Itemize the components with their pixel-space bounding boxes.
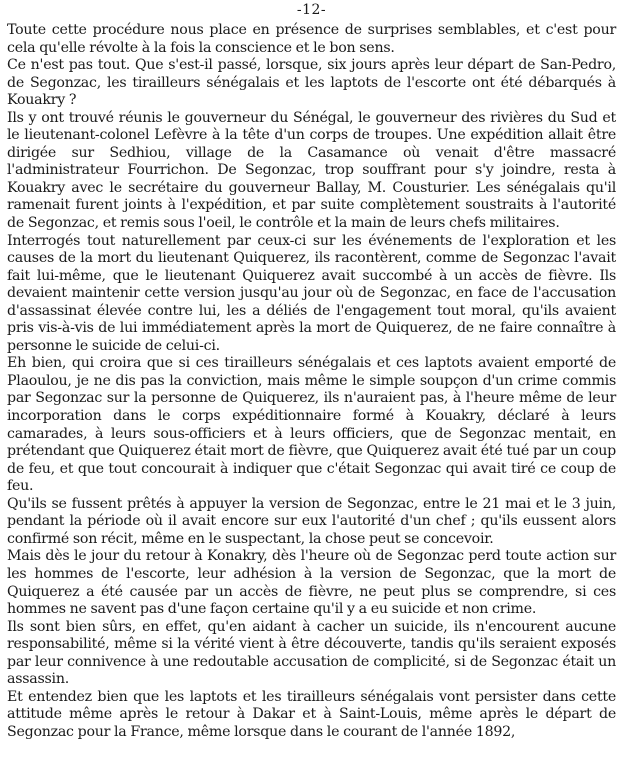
paragraph: Interrogés tout naturellement par ceux-ci sur les événements de l'exploration et les causes de la mort du lieutenant Quiquerez, ils racontèrent, comme de Segonzac l'avait fait lui-même, que le lieutenant Quiquerez avait succombé à un accès de fièvre. Ils devaient maintenir cette version jusqu'au jour où de Segonzac, en face de l'accusation d'assassinat élevée contre lui, les a déliés de l'engagement tout moral, qu'ils avaient pris vis-à-vis de lui immédiatement après la mort de Quiquerez, de ne faire connaître à personne le suicide de celui-ci. <box>7 232 616 354</box>
document-page <box>7 0 616 741</box>
paragraph: Toute cette procédure nous place en présence de surprises semblables, et c'est pour cela qu'elle révolte à la fois la conscience et le bon sens. <box>7 22 616 56</box>
paragraph: Eh bien, qui croira que si ces tirailleurs sénégalais et ces laptots avaient emporté de Plaoulou, je ne dis pas la conviction, mais même le simple soupçon d'un crime commis par Segonzac sur la personne de Quiquerez, ils n'auraient pas, à l'heure même de leur incorporation dans le corps expéditionnaire formé à Kouakry, déclaré à leurs camarades, à leurs sous-officiers et à leurs officiers, que de Segonzac mentait, en prétendant que Quiquerez était mort de fièvre, que Quiquerez avait été tué par un coup de feu, et que tout concourait à indiquer que c'était Segonzac qui avait tiré ce coup de feu. <box>7 355 616 495</box>
paragraph: Qu'ils se fussent prêtés à appuyer la version de Segonzac, entre le 21 mai et le 3 juin, pendant la période où il avait encore sur eux l'autorité d'un chef ; qu'ils eussent alors confirmé son récit, même en le suspectant, la chose peut se concevoir. <box>7 495 616 547</box>
paragraph: Et entendez bien que les laptots et les tirailleurs sénégalais vont persister dans cette attitude même après le retour à Dakar et à Saint-Louis, même après le départ de Segonzac pour la France, même lorsque dans le courant de l'année 1892, <box>7 688 616 740</box>
paragraph: Mais dès le jour du retour à Konakry, dès l'heure où de Segonzac perd toute action sur les hommes de l'escorte, leur adhésion à la version de Segonzac, que la mort de Quiquerez a été causée par un accès de fièvre, ne peut plus se comprendre, si ces hommes ne savent pas d'une façon certaine qu'il y a eu suicide et non crime. <box>7 548 616 618</box>
page-number: -12- <box>296 2 327 18</box>
paragraph: Ils sont bien sûrs, en effet, qu'en aidant à cacher un suicide, ils n'encourent aucune responsabilité, même si la vérité vient à être découverte, tandis qu'ils seraient exposés par leur connivence à une redoutable accusation de complicité, si de Segonzac était un assassin. <box>7 618 616 688</box>
paragraph: Ils y ont trouvé réunis le gouverneur du Sénégal, le gouverneur des rivières du Sud et le lieutenant-colonel Lefèvre à la tête d'un corps de troupes. Une expédition allait être dirigée sur Sedhiou, village de la Casamance où venait d'être massacré l'administrateur Fourrichon. De Segonzac, trop souffrant pour s'y joindre, resta à Kouakry avec le secrétaire du gouverneur Ballay, M. Cousturier. Les sénégalais qu'il ramenait furent joints à l'expédition, et par suite complètement soustraits à l'autorité de Segonzac, et remis sous l'oeil, le contrôle et la main de leurs chefs militaires. <box>7 109 616 232</box>
paragraph: Ce n'est pas tout. Que s'est-il passé, lorsque, six jours après leur départ de San-Pedro, de Segonzac, les tirailleurs sénégalais et les laptots de l'escorte ont été débarqués à Kouakry ? <box>7 57 616 109</box>
